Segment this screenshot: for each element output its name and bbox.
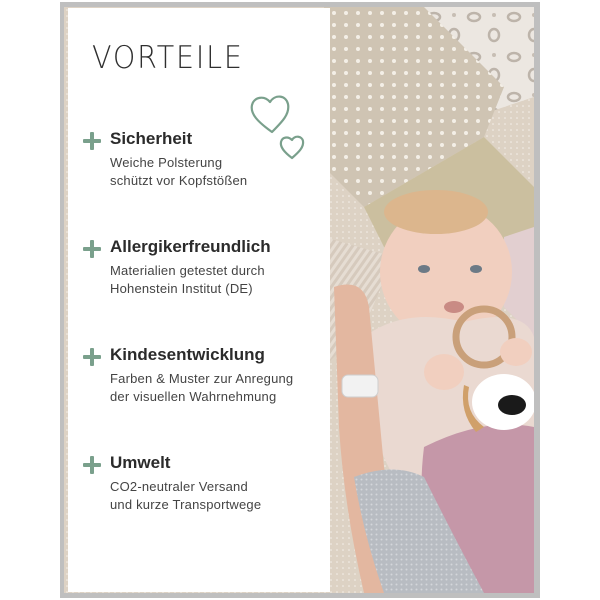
hearts-icon (248, 92, 310, 162)
plus-icon (82, 347, 102, 367)
benefit-description: der visuellen Wahrnehmung (110, 389, 277, 404)
benefit-description: Materialien getestet durch (110, 263, 265, 278)
benefit-description: Weiche Polsterung (110, 155, 223, 170)
benefit-title: Umwelt (110, 453, 171, 472)
benefit-description: und kurze Transportwege (110, 497, 262, 512)
benefit-title: Kindesentwicklung (110, 345, 265, 364)
plus-icon (82, 239, 102, 259)
plus-icon (82, 131, 102, 151)
benefit-description: CO2-neutraler Versand (110, 479, 248, 494)
page-title: VORTEILE (92, 40, 244, 76)
benefit-description: Hohenstein Institut (DE) (110, 281, 253, 296)
benefit-title: Allergikerfreundlich (110, 237, 271, 256)
benefit-description: Farben & Muster zur Anregung (110, 371, 294, 386)
plus-icon (82, 455, 102, 475)
benefit-title: Sicherheit (110, 129, 193, 148)
benefit-description: schützt vor Kopfstößen (110, 173, 248, 188)
